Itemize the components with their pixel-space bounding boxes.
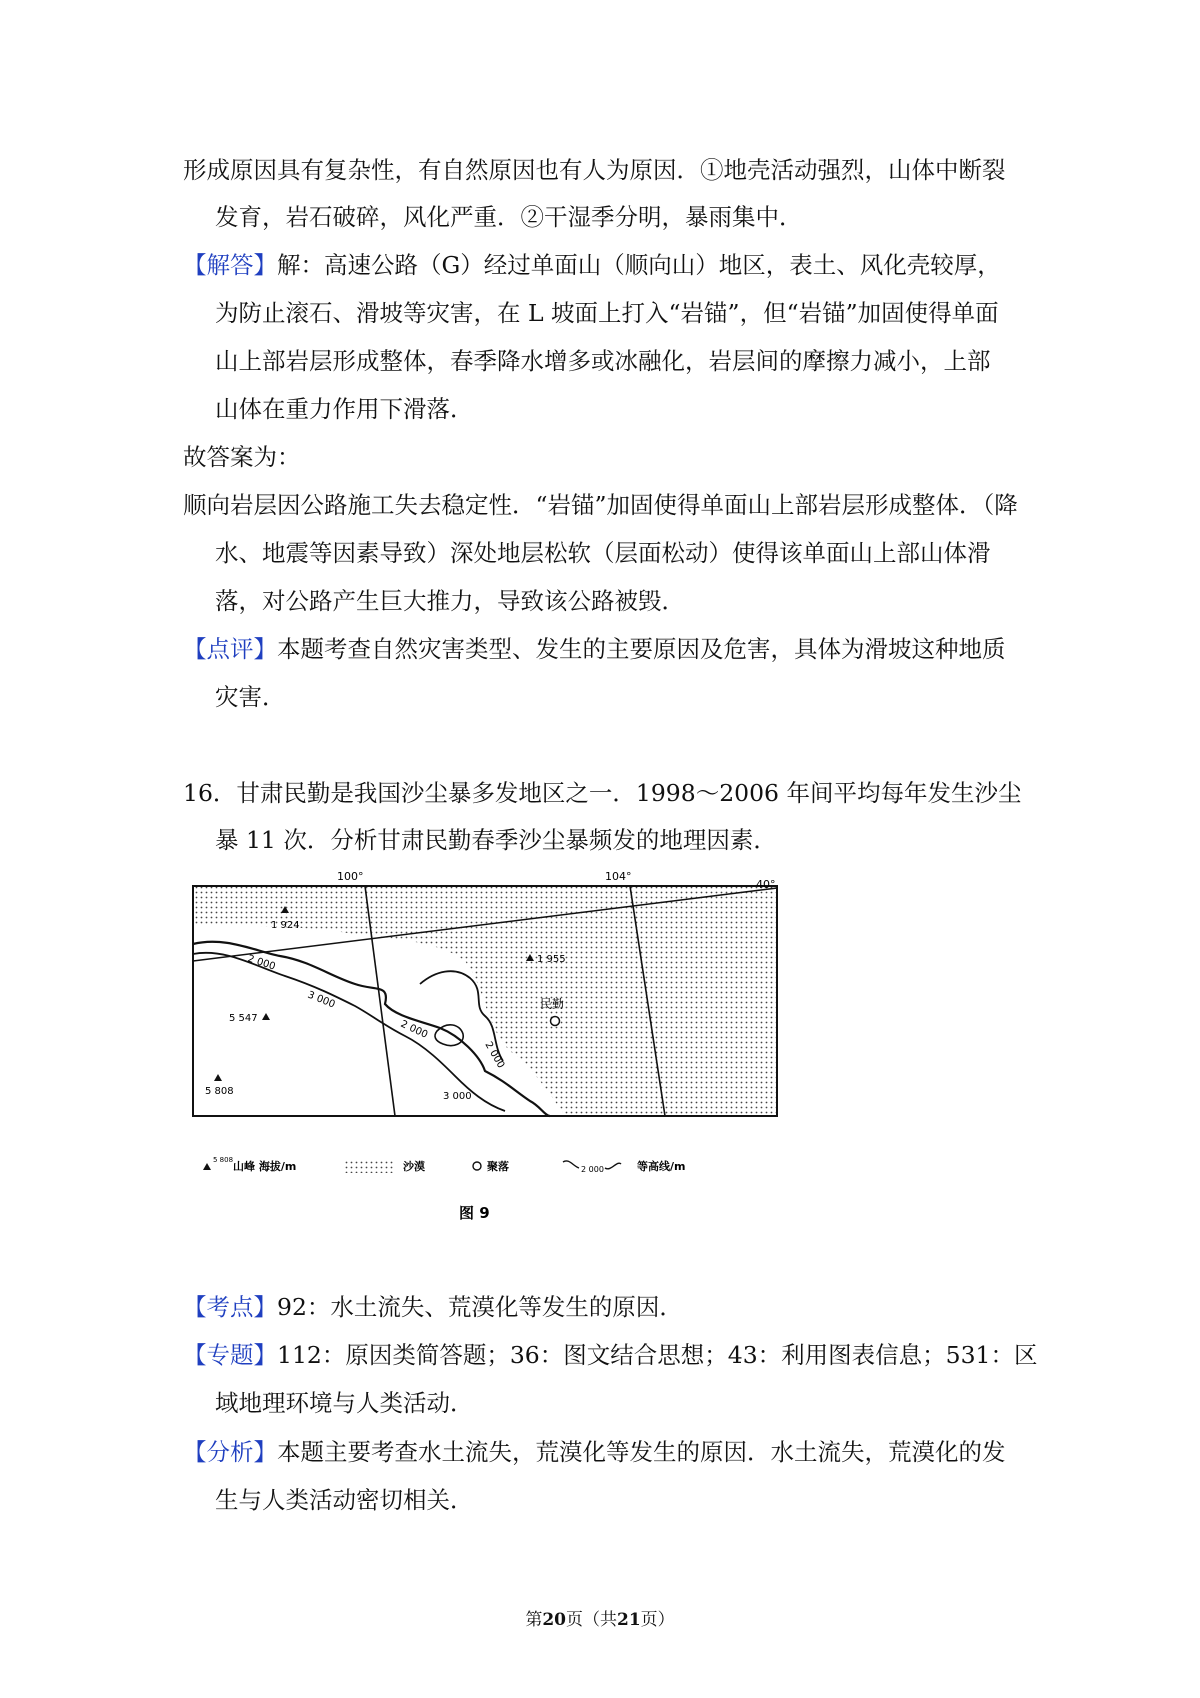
contour-3000-label: 3 000: [305, 989, 337, 1011]
contour-2000-label: 2 000: [246, 953, 277, 973]
contour-line-3000: [193, 953, 505, 1111]
peak-icon: [262, 1013, 270, 1020]
kaodian-line-1: [183, 1292, 683, 1322]
lat-40-label: 40°: [756, 878, 776, 891]
legend-contour-icon: [605, 1163, 621, 1169]
cause-line-1: 形成原因具有复杂性，有自然原因也有人为原因．①地壳活动强烈，山体中断裂: [183, 156, 1006, 184]
solution-line-3: 山上部岩层形成整体，春季降水增多或冰融化，岩层间的摩擦力减小，上部: [215, 347, 991, 375]
comment-line-2: 灾害．: [215, 683, 286, 711]
peak-5547: [229, 1013, 270, 1024]
legend-town-label: 聚落: [487, 1160, 509, 1173]
legend-peak-icon: [203, 1163, 211, 1170]
solution-tag: 【解答】: [183, 251, 277, 279]
peak-icon: [214, 1074, 222, 1081]
question-16-line-1: 16．甘肃民勤是我国沙尘暴多发地区之一．1998～2006 年间平均每年发生沙尘: [183, 779, 1022, 807]
question-16-line-2: 暴 11 次．分析甘肃民勤春季沙尘暴频发的地理因素．: [215, 826, 777, 854]
map-legend: [203, 1156, 685, 1174]
legend-town-icon: [473, 1162, 481, 1170]
fenxi-text-1: 本题主要考查水土流失，荒漠化等发生的原因．水土流失，荒漠化的发: [277, 1438, 1006, 1466]
legend-desert-swatch: [345, 1159, 393, 1173]
zhuanti-text-1: 112：原因类简答题；36：图文结合思想；43：利用图表信息；531：区: [277, 1341, 1038, 1369]
contour-2000-label: 2 000: [482, 1040, 507, 1071]
peak-5808: [205, 1074, 234, 1097]
zhuanti-line-2: 域地理环境与人类活动．: [215, 1389, 474, 1417]
peak-5808-label: 5 808: [205, 1086, 234, 1097]
zhuanti-line-1: [183, 1340, 1038, 1370]
zhuanti-tag: 【专题】: [183, 1341, 277, 1369]
town-label: 民勤: [540, 997, 565, 1011]
cause-line-2: 发育，岩石破碎，风化严重．②干湿季分明，暴雨集中．: [215, 203, 803, 231]
answer-line-2: 水、地震等因素导致）深处地层松软（层面松动）使得该单面山上部山体滑: [215, 539, 991, 567]
footer-page-number: 20: [542, 1610, 566, 1630]
lon-100-label: 100°: [337, 870, 364, 883]
comment-line-1: [183, 634, 1006, 664]
footer-total-pages: 21: [617, 1610, 641, 1630]
legend-peak-label: 山峰 海拔/m: [233, 1160, 297, 1173]
solution-line-1: [183, 250, 1001, 280]
page-footer: [0, 1605, 1200, 1630]
contour-2000-label: 2 000: [398, 1018, 430, 1041]
comment-text-1: 本题考查自然灾害类型、发生的主要原因及危害，具体为滑坡这种地质: [277, 635, 1006, 663]
footer-pre: 第: [525, 1610, 543, 1630]
kaodian-text: 92：水土流失、荒漠化等发生的原因．: [277, 1293, 683, 1321]
peak-5547-label: 5 547: [229, 1013, 258, 1024]
kaodian-tag: 【考点】: [183, 1293, 277, 1321]
comment-tag: 【点评】: [183, 635, 277, 663]
fenxi-tag: 【分析】: [183, 1438, 277, 1466]
peak-1924-label: 1 924: [271, 920, 300, 931]
figure-caption: 图 9: [459, 1204, 490, 1222]
map-svg: [185, 866, 795, 1231]
fenxi-line-1: [183, 1437, 1006, 1467]
answer-label: 故答案为：: [183, 443, 301, 471]
footer-post: 页）: [640, 1610, 675, 1630]
map-figure: [185, 866, 795, 1231]
legend-contour-label: 等高线/m: [637, 1160, 686, 1173]
contour-3000-label: 3 000: [443, 1091, 472, 1102]
legend-desert-label: 沙漠: [403, 1160, 425, 1173]
solution-text-1: 解：高速公路（G）经过单面山（顺向山）地区，表土、风化壳较厚，: [277, 251, 1001, 279]
legend-contour-number: 2 000: [581, 1165, 604, 1174]
solution-line-2: 为防止滚石、滑坡等灾害，在 L 坡面上打入“岩锚”，但“岩锚”加固使得单面: [215, 299, 999, 327]
legend-peak-number: 5 808: [213, 1156, 234, 1164]
solution-line-4: 山体在重力作用下滑落．: [215, 395, 474, 423]
peak-1955-label: 1 955: [537, 954, 566, 965]
legend-contour-icon: [563, 1161, 579, 1168]
answer-line-1: 顺向岩层因公路施工失去稳定性．“岩锚”加固使得单面山上部岩层形成整体．（降: [183, 491, 1018, 519]
footer-mid: 页（共: [566, 1610, 617, 1630]
town-icon: [551, 1017, 560, 1026]
fenxi-line-2: 生与人类活动密切相关．: [215, 1486, 474, 1514]
lon-104-label: 104°: [605, 870, 632, 883]
answer-line-3: 落，对公路产生巨大推力，导致该公路被毁．: [215, 587, 685, 615]
